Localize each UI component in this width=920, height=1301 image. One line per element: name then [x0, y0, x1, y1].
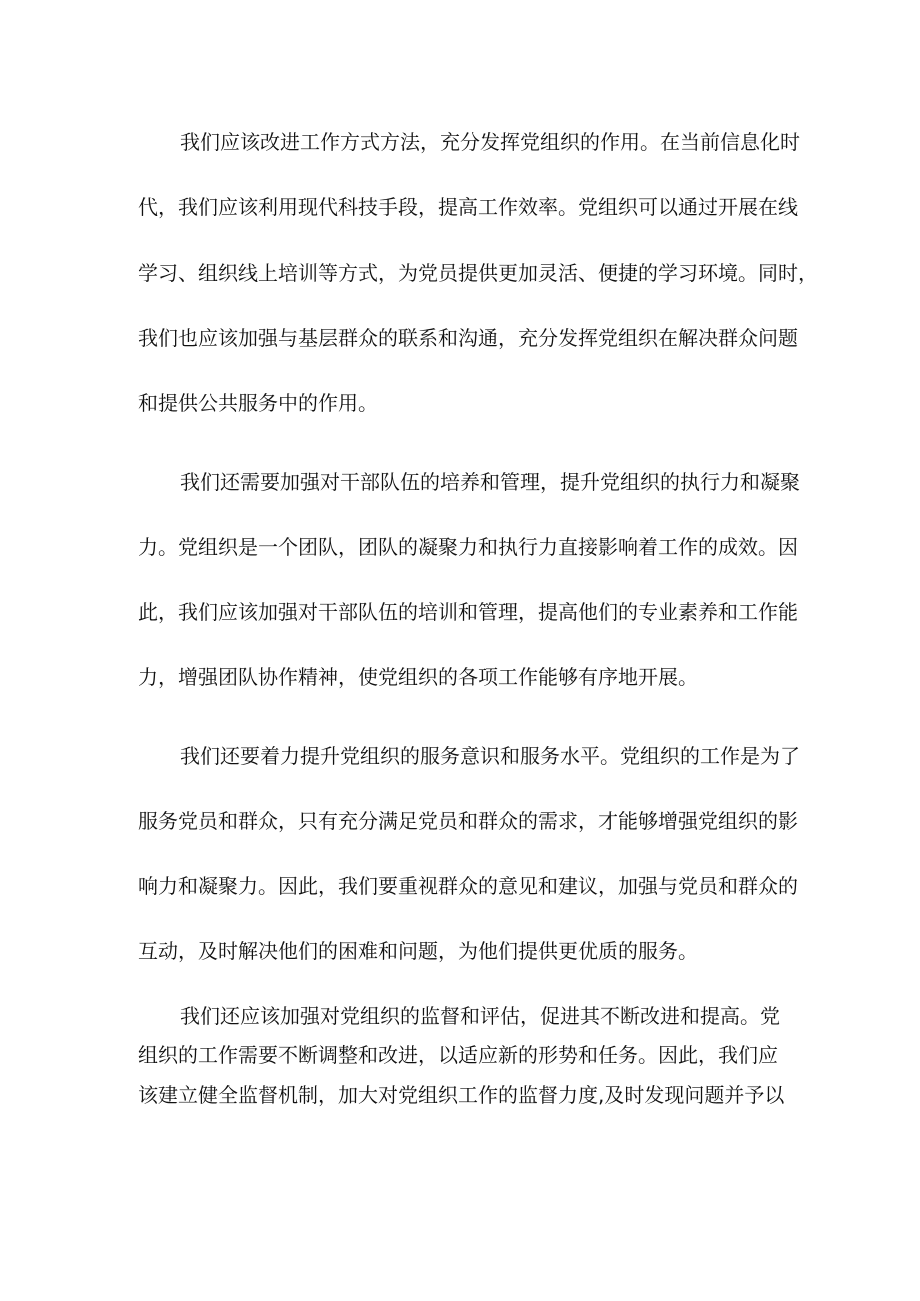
paragraph-1-line-2: 代，我们应该利用现代科技手段，提高工作效率。党组织可以通过开展在线 — [138, 195, 798, 219]
paragraph-4-line-1: 我们还应该加强对党组织的监督和评估，促进其不断改进和提高。党 — [180, 1004, 780, 1028]
paragraph-2-line-1: 我们还需要加强对干部队伍的培养和管理，提升党组织的执行力和凝聚 — [180, 470, 800, 494]
paragraph-3-line-2: 服务党员和群众，只有充分满足党员和群众的需求，才能够增强党组织的影 — [138, 809, 798, 833]
paragraph-3-line-4: 互动，及时解决他们的困难和问题，为他们提供更优质的服务。 — [138, 939, 698, 963]
paragraph-3-line-1: 我们还要着力提升党组织的服务意识和服务水平。党组织的工作是为了 — [180, 744, 800, 768]
paragraph-1-line-5: 和提供公共服务中的作用。 — [138, 391, 378, 415]
paragraph-4-line-3: 该建立健全监督机制，加大对党组织工作的监督力度,及时发现问题并予以 — [138, 1083, 785, 1107]
paragraph-2-line-3: 此，我们应该加强对干部队伍的培训和管理，提高他们的专业素养和工作能 — [138, 600, 798, 624]
paragraph-3-line-3: 响力和凝聚力。因此，我们要重视群众的意见和建议，加强与党员和群众的 — [138, 874, 798, 898]
paragraph-1-line-1: 我们应该改进工作方式方法，充分发挥党组织的作用。在当前信息化时 — [180, 130, 800, 154]
paragraph-1-line-4: 我们也应该加强与基层群众的联系和沟通，充分发挥党组织在解决群众问题 — [138, 326, 798, 350]
paragraph-2-line-4: 力，增强团队协作精神，使党组织的各项工作能够有序地开展。 — [138, 665, 698, 689]
paragraph-1-line-3: 学习、组织线上培训等方式，为党员提供更加灵活、便捷的学习环境。同时， — [138, 261, 818, 285]
paragraph-2-line-2: 力。党组织是一个团队，团队的凝聚力和执行力直接影响着工作的成效。因 — [138, 535, 798, 559]
paragraph-4-line-2: 组织的工作需要不断调整和改进，以适应新的形势和任务。因此，我们应 — [138, 1043, 778, 1067]
